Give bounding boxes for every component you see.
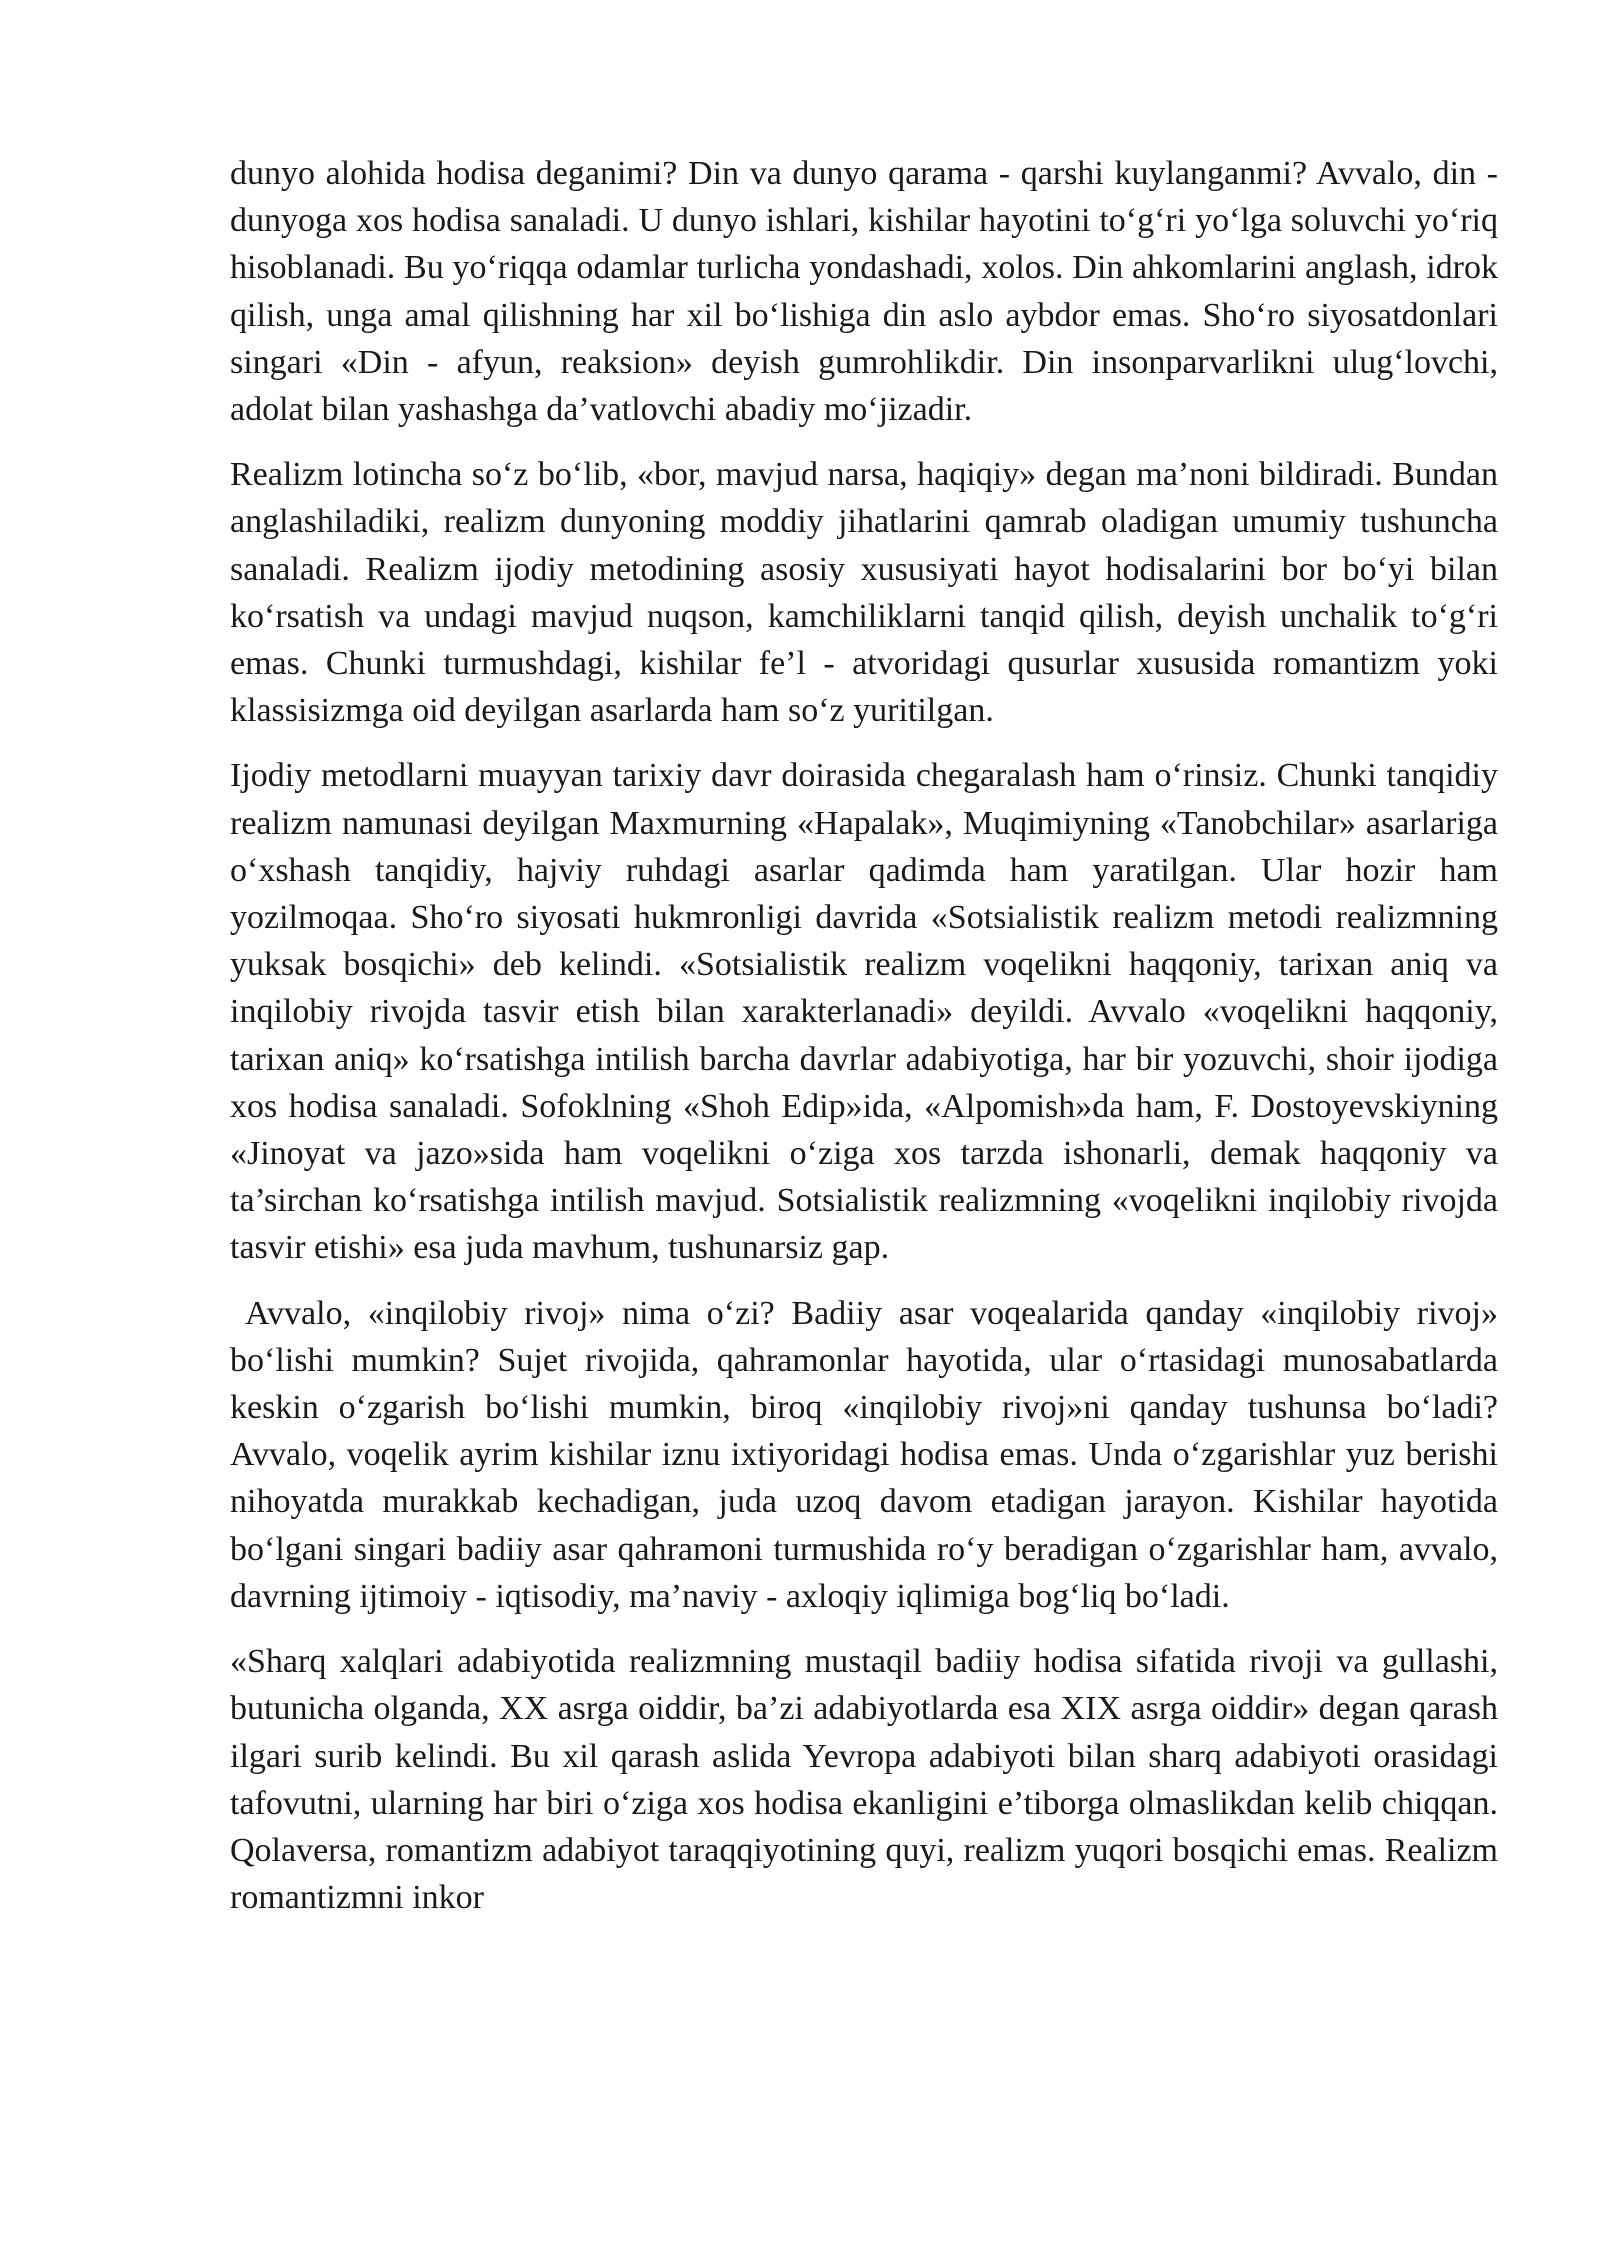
paragraph-3: Ijodiy metodlarni muayyan tarixiy davr doirasida chegaralash ham o‘rinsiz. Chunki tanqidiy realizm namunasi deyilgan Maxmurning «Hapalak», Muqimiyning «Tanobchilar» asarlariga o‘xshash tanqidiy, hajviy ruhdagi asarlar qadimda ham yaratilgan. Ular hozir ham yozilmoqaa. Sho‘ro siyosati hukmronligi davrida «Sotsialistik realizm metodi realizmning yuksak bosqichi» deb kelindi. «Sotsialistik realizm voqelikni haqqoniy, tarixan aniq va inqilobiy rivojda tasvir etish bilan xarakterlanadi» deyildi. Avvalo «voqelikni haqqoniy, tarixan aniq» ko‘rsatishga intilish barcha davrlar adabiyotiga, har bir yozuvchi, shoir ijodiga xos hodisa sanaladi. Sofoklning «Shoh Edip»ida, «Alpomish»da ham, F. Dostoyevskiyning «Jinoyat va jazo»sida ham voqelikni o‘ziga xos tarzda ishonarli, demak haqqoniy va ta’sirchan ko‘rsatishga intilish mavjud. Sotsialistik realizmning «voqelikni inqilobiy rivojda tasvir etishi» esa juda mavhum, tushunarsiz gap. xyxy=(230,757,1498,1267)
document-page xyxy=(230,150,1498,1939)
paragraph-1: dunyo alohida hodisa deganimi? Din va dunyo qarama - qarshi kuylanganmi? Avvalo, din - dunyoga xos hodisa sanaladi. U dunyo ishlari, kishilar hayotini to‘g‘ri yo‘lga soluvchi yo‘riq hisoblanadi. Bu yo‘riqqa odamlar turlicha yondashadi, xolos. Din ahkomlarini anglash, idrok qilish, unga amal qilishning har xil bo‘lishiga din aslo aybdor emas. Sho‘ro siyosatdonlari singari «Din - afyun, reaksion» deyish gumrohlikdir. Din insonparvarlikni ulug‘lovchi, adolat bilan yashashga da’vatlovchi abadiy mo‘jizadir. xyxy=(230,155,1498,429)
paragraph-4: Avvalo, «inqilobiy rivoj» nima o‘zi? Badiiy asar voqealarida qanday «inqilobiy rivoj» bo‘lishi mumkin? Sujet rivojida, qahramonlar hayotida, ular o‘rtasidagi munosabatlarda keskin o‘zgarish bo‘lishi mumkin, biroq «inqilobiy rivoj»ni qanday tushunsa bo‘ladi? Avvalo, voqelik ayrim kishilar iznu ixtiyoridagi hodisa emas. Unda o‘zgarishlar yuz berishi nihoyatda murakkab kechadigan, juda uzoq davom etadigan jarayon. Kishilar hayotida bo‘lgani singari badiiy asar qahramoni turmushida ro‘y beradigan o‘zgarishlar ham, avvalo, davrning ijtimoiy - iqtisodiy, ma’naviy - axloqiy iqlimiga bog‘liq bo‘ladi. xyxy=(230,1294,1498,1615)
paragraph-2: Realizm lotincha so‘z bo‘lib, «bor, mavjud narsa, haqiqiy» degan ma’noni bildiradi. Bundan anglashiladiki, realizm dunyoning moddiy jihatlarini qamrab oladigan umumiy tushuncha sanaladi. Realizm ijodiy metodining asosiy xususiyati hayot hodisalarini bor bo‘yi bilan ko‘rsatish va undagi mavjud nuqson, kamchiliklarni tanqid qilish, deyish unchalik to‘g‘ri emas. Chunki turmushdagi, kishilar fe’l - atvoridagi qusurlar xususida romantizm yoki klassisizmga oid deyilgan asarlarda ham so‘z yuritilgan. xyxy=(230,456,1498,730)
paragraph-5: «Sharq xalqlari adabiyotida realizmning mustaqil badiiy hodisa sifatida rivoji va gullashi, butunicha olganda, XX asrga oiddir, ba’zi adabiyotlarda esa XIX asrga oiddir» degan qarash ilgari surib kelindi. Bu xil qarash aslida Yevropa adabiyoti bilan sharq adabiyoti orasidagi tafovutni, ularning har biri o‘ziga xos hodisa ekanligini e’tiborga olmaslikdan kelib chiqqan. Qolaversa, romantizm adabiyot taraqqiyotining quyi, realizm yuqori bosqichi emas. Realizm romantizmni inkor xyxy=(230,1643,1498,1917)
